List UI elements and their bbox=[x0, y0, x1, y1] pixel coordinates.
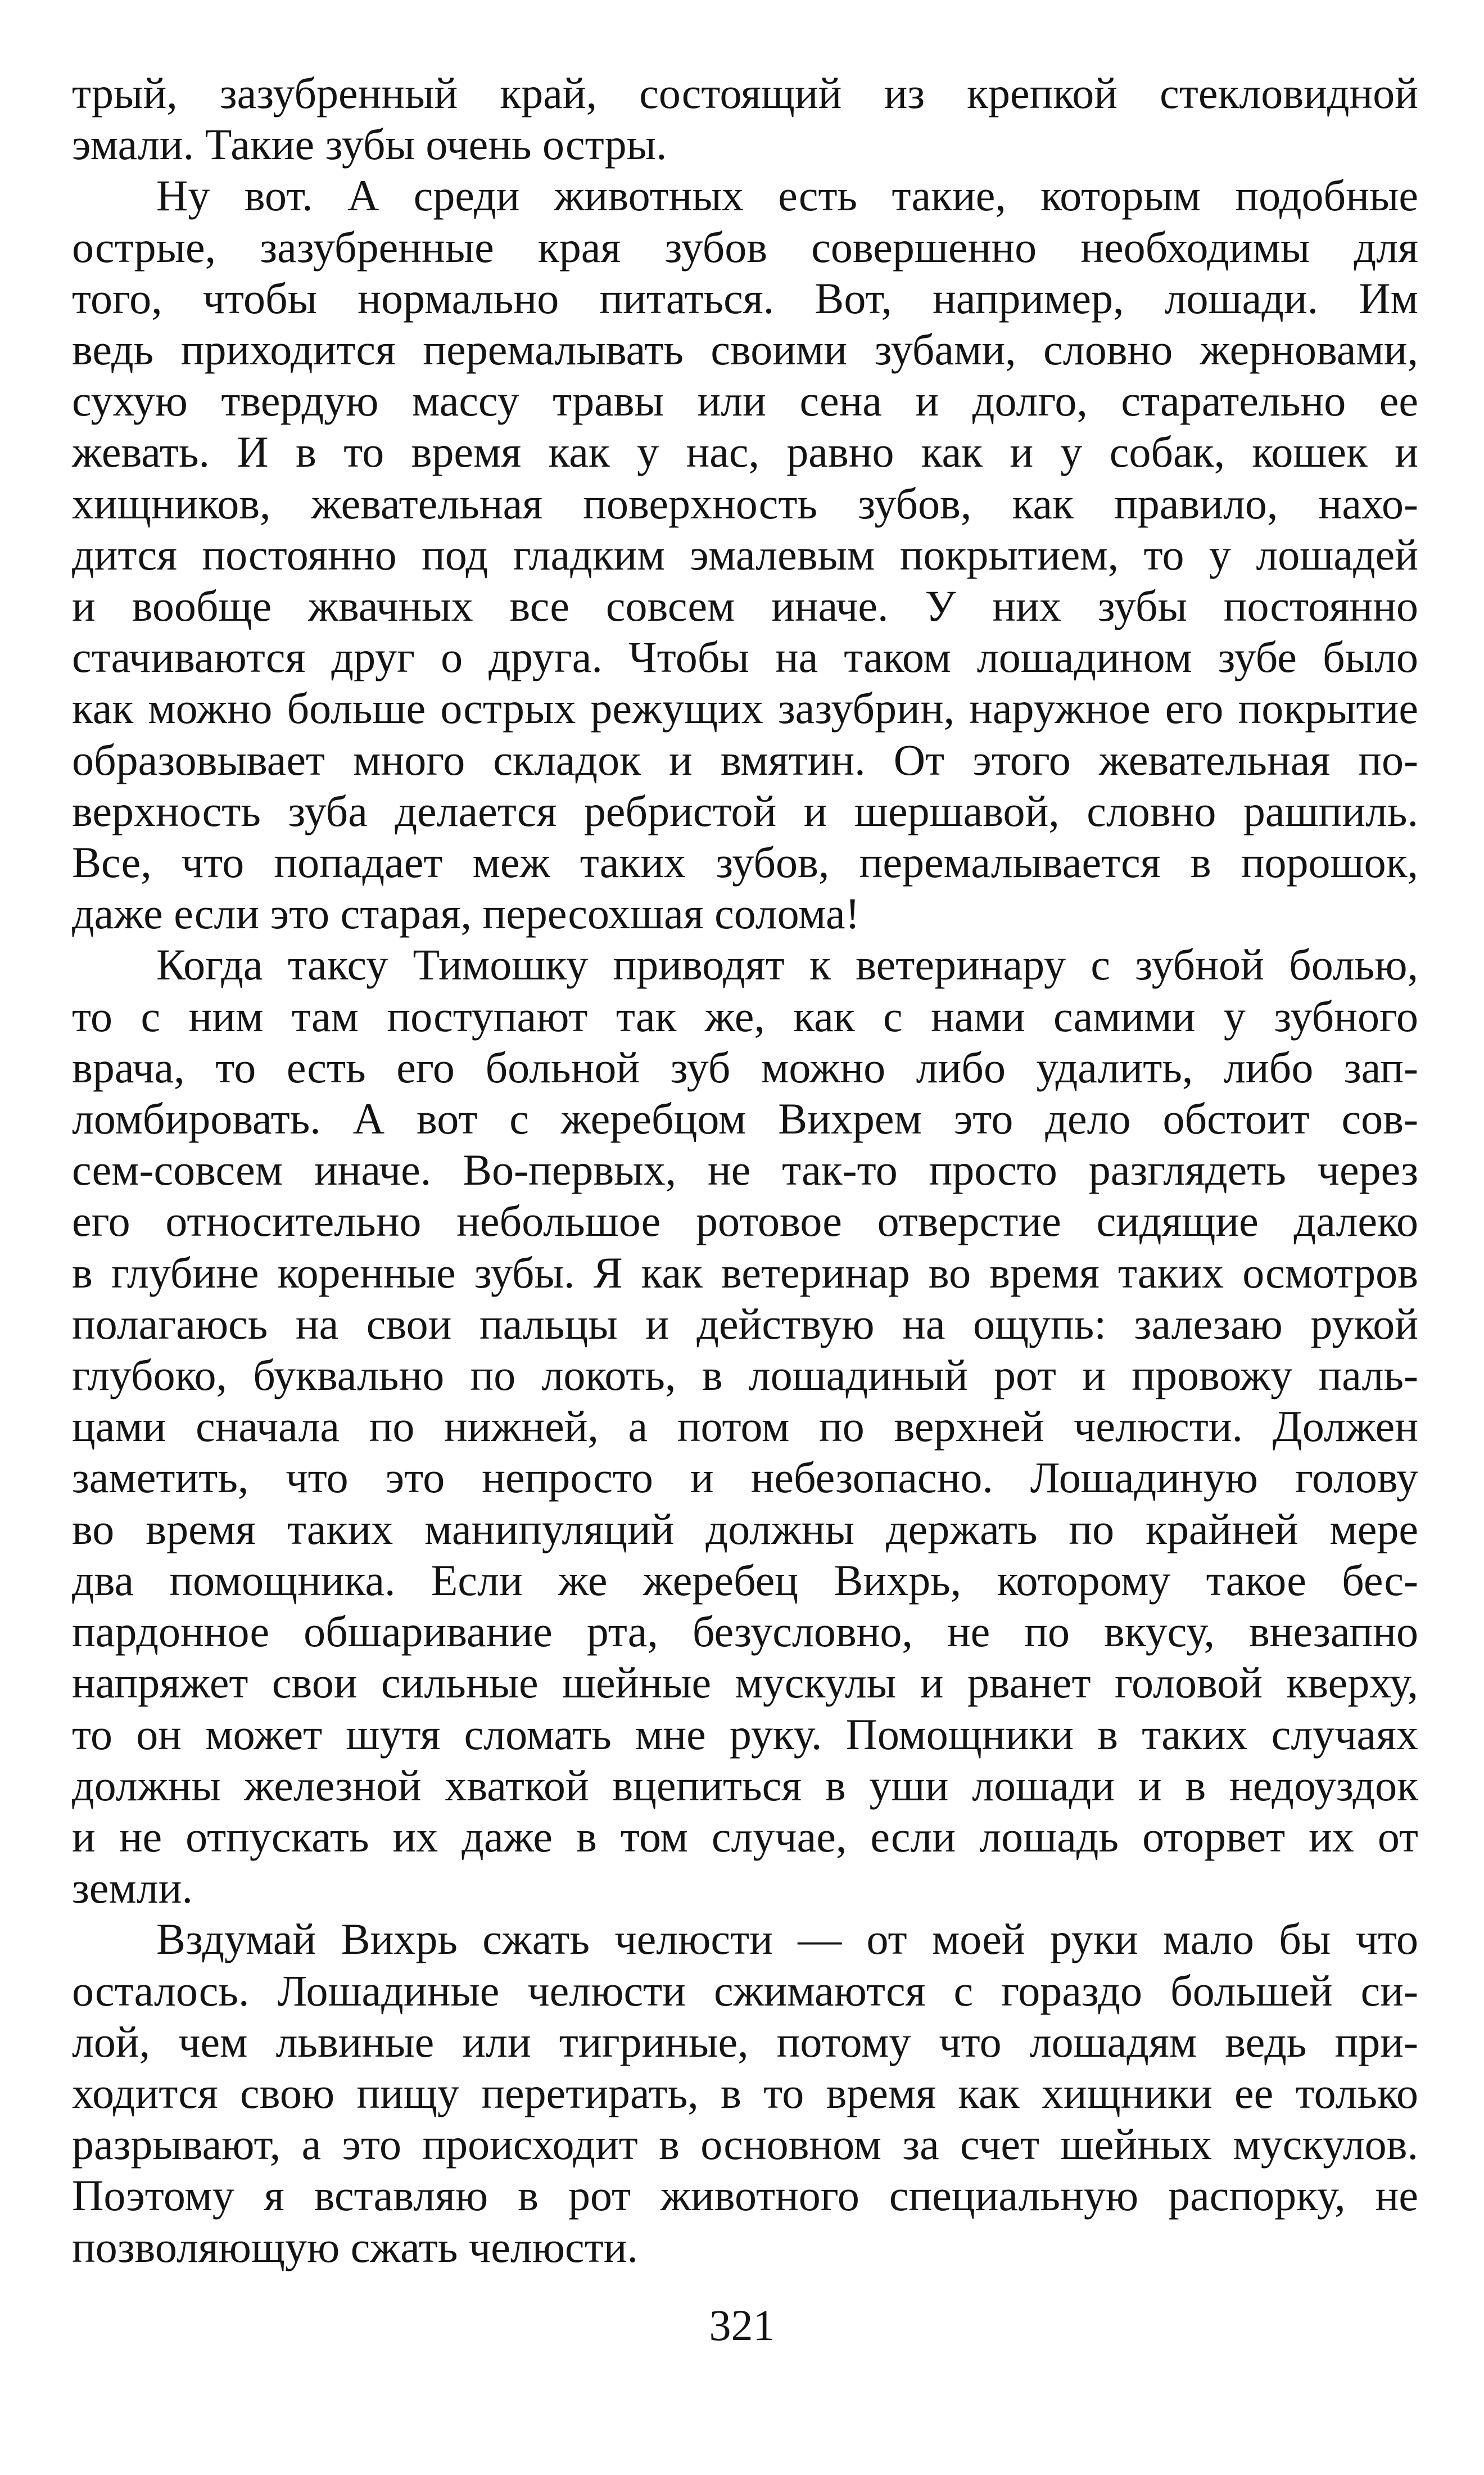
text-line: позволяющую сжать челюсти. bbox=[72, 2222, 638, 2271]
text-line: ходится свою пищу перетирать, в то время как хищники ее только bbox=[72, 2068, 1418, 2117]
text-line: трый, зазубренный край, состоящий из крепкой стекловидной bbox=[72, 69, 1418, 118]
text-line: ломбировать. А вот с жеребцом Вихрем это дело обстоит сов- bbox=[72, 1094, 1418, 1144]
text-line: два помощника. Если же жеребец Вихрь, которому такое бес- bbox=[72, 1555, 1418, 1605]
text-line: глубоко, буквально по локоть, в лошадиный рот и провожу паль- bbox=[72, 1351, 1418, 1400]
text-line: ведь приходится перемалывать своими зубами, словно жерновами, bbox=[72, 325, 1418, 374]
text-line: осталось. Лошадиные челюсти сжимаются с гораздо большей си- bbox=[72, 1966, 1418, 2015]
paragraph bbox=[72, 67, 1418, 170]
text-line: цами сначала по нижней, а потом по верхней челюсти. Должен bbox=[72, 1402, 1418, 1451]
text-line: Когда таксу Тимошку приводят к ветеринару с зубной болью, bbox=[156, 940, 1418, 990]
text-line: Поэтому я вставляю в рот животного специальную распорку, не bbox=[72, 2171, 1418, 2220]
text-line: врача, то есть его больной зуб можно либо удалить, либо зап- bbox=[72, 1042, 1418, 1092]
body-text bbox=[72, 67, 1418, 2273]
text-line: полагаюсь на свои пальцы и действую на ощупь: залезаю рукой bbox=[72, 1299, 1418, 1348]
text-line: верхность зуба делается ребристой и шершавой, словно рашпиль. bbox=[72, 786, 1418, 835]
text-line: Все, что попадает меж таких зубов, перемалывается в порошок, bbox=[72, 838, 1418, 887]
text-line: Ну вот. А среди животных есть такие, которым подобные bbox=[156, 171, 1418, 220]
page-number: 321 bbox=[709, 2301, 775, 2350]
text-line: разрывают, а это происходит в основном за счет шейных мускулов. bbox=[72, 2120, 1418, 2169]
text-line: острые, зазубренные края зубов совершенно необходимы для bbox=[72, 222, 1418, 272]
text-line: дится постоянно под гладким эмалевым покрытием, то у лошадей bbox=[72, 530, 1418, 579]
text-line: и вообще жвачных все совсем иначе. У них зубы постоянно bbox=[72, 581, 1418, 631]
text-line: как можно больше острых режущих зазубрин, наружное его покрытие bbox=[72, 684, 1418, 733]
text-line: даже если это старая, пересохшая солома! bbox=[72, 889, 860, 938]
text-line: лой, чем львиные или тигриные, потому что лошадям ведь при- bbox=[72, 2017, 1418, 2066]
text-line: сухую твердую массу травы или сена и долго, старательно ее bbox=[72, 376, 1418, 426]
text-line: жевать. И в то время как у нас, равно как и у собак, кошек и bbox=[72, 427, 1418, 477]
paragraph bbox=[72, 170, 1418, 939]
text-line: пардонное обшаривание рта, безусловно, не по вкусу, внезапно bbox=[72, 1607, 1418, 1656]
text-line: Вздумай Вихрь сжать челюсти — от моей руки мало бы что bbox=[156, 1914, 1418, 1964]
text-line: в глубине коренные зубы. Я как ветеринар во время таких осмотров bbox=[72, 1248, 1418, 1297]
text-line: образовывает много складок и вмятин. От этого жевательная по- bbox=[72, 735, 1418, 784]
text-line: напряжет свои сильные шейные мускулы и рванет головой кверху, bbox=[72, 1658, 1418, 1708]
text-line: сем-совсем иначе. Во-первых, не так-то просто разглядеть через bbox=[72, 1145, 1418, 1195]
text-line: его относительно небольшое ротовое отверстие сидящие далеко bbox=[72, 1196, 1418, 1246]
text-line: то он может шутя сломать мне руку. Помощники в таких случаях bbox=[72, 1709, 1418, 1759]
text-line: должны железной хваткой вцепиться в уши лошади и в недоуздок bbox=[72, 1760, 1418, 1810]
text-line: хищников, жевательная поверхность зубов, как правило, нахо- bbox=[72, 478, 1418, 528]
paragraph bbox=[72, 939, 1418, 1913]
text-line: стачиваются друг о друга. Чтобы на таком лошадином зубе было bbox=[72, 633, 1418, 682]
paragraph bbox=[72, 1913, 1418, 2272]
text-line: то с ним там поступают так же, как с нами самими у зубного bbox=[72, 991, 1418, 1041]
text-line: заметить, что это непросто и небезопасно. Лошадиную голову bbox=[72, 1453, 1418, 1502]
text-line: во время таких манипуляций должны держать по крайней мере bbox=[72, 1504, 1418, 1553]
text-line: земли. bbox=[72, 1863, 193, 1913]
text-line: эмали. Такие зубы очень остры. bbox=[72, 120, 667, 169]
text-line: и не отпускать их даже в том случае, если лошадь оторвет их от bbox=[72, 1812, 1418, 1861]
text-line: того, чтобы нормально питаться. Вот, например, лошади. Им bbox=[72, 273, 1418, 323]
